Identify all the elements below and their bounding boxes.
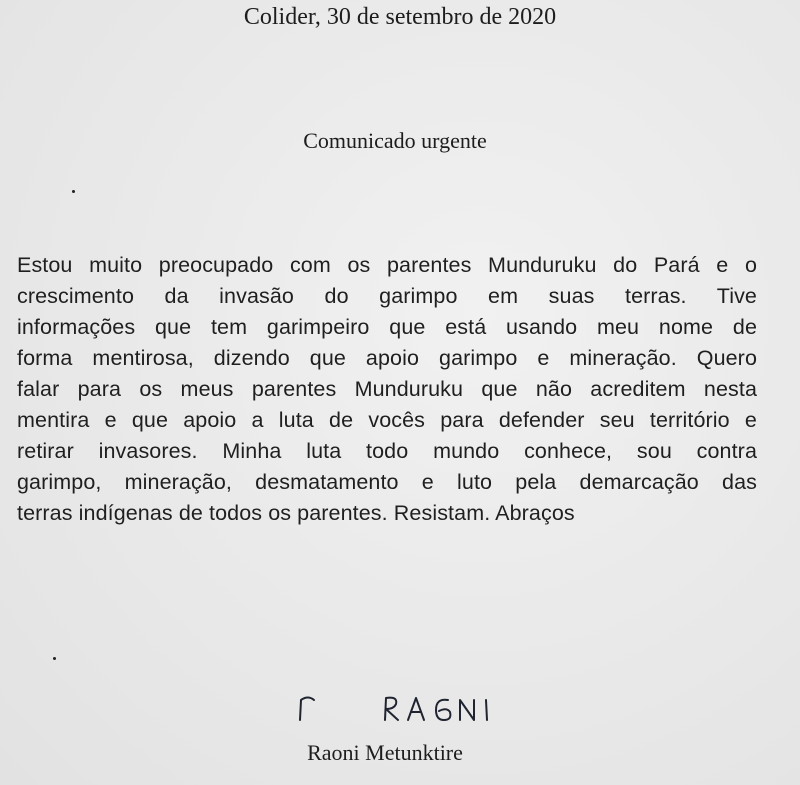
body-line: forma mentirosa, dizendo que apoio garimpo e mineração. Quero <box>17 346 757 370</box>
body-line: retirar invasores. Minha luta todo mundo conhece, sou contra <box>17 439 757 463</box>
body-line: terras indígenas de todos os parentes. Resistam. Abraços <box>17 501 575 525</box>
letter-date: Colider, 30 de setembro de 2020 <box>243 4 557 30</box>
signature-drawing <box>290 686 550 730</box>
paper-speck <box>53 657 56 660</box>
letter-heading: Comunicado urgente <box>303 128 487 153</box>
body-line: mentira e que apoio a luta de vocês para defender seu território e <box>17 408 757 432</box>
body-line: crescimento da invasão do garimpo em suas terras. Tive <box>17 284 757 308</box>
body-line: falar para os meus parentes Munduruku que não acreditem nesta <box>17 377 757 401</box>
body-line: garimpo, mineração, desmatamento e luto pela demarcação das <box>17 470 757 494</box>
letter-body <box>17 250 757 529</box>
body-line: informações que tem garimpeiro que está usando meu nome de <box>17 315 757 339</box>
paper-speck <box>72 190 75 193</box>
signer-name: Raoni Metunktire <box>307 740 463 765</box>
handwritten-signature <box>290 686 550 730</box>
body-line: Estou muito preocupado com os parentes Munduruku do Pará e o <box>17 253 757 277</box>
